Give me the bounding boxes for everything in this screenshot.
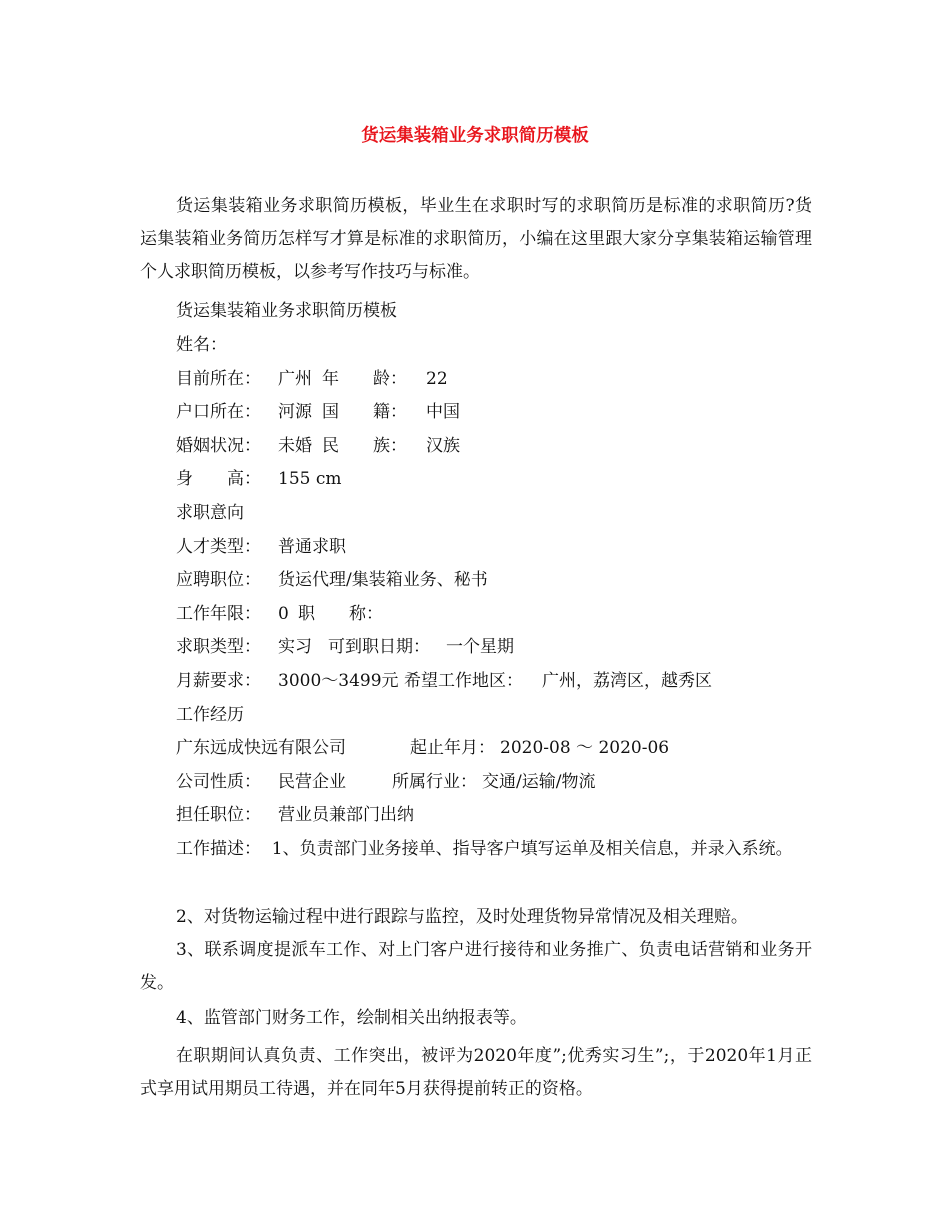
age-value: 22 xyxy=(426,369,448,389)
company-name: 广东远成快远有限公司 xyxy=(176,738,346,758)
position-label: 应聘职位： xyxy=(176,570,261,590)
marital-value: 未婚 xyxy=(278,436,312,456)
jobtype-label: 求职类型： xyxy=(176,637,261,657)
age-label: 年 龄： xyxy=(322,369,407,389)
area-value: 广州，荔湾区，越秀区 xyxy=(542,671,712,691)
resume-subtitle: 货运集装箱业务求职简历模板 xyxy=(176,301,397,321)
work-description-5: 在职期间认真负责、工作突出，被评为2020年度”;优秀实习生”;，于2020年1月正式享用试用期员工待遇，并在同年5月获得提前转正的资格。 xyxy=(140,1046,812,1099)
years-value: 0 xyxy=(278,604,289,624)
talent-label: 人才类型： xyxy=(176,537,261,557)
ethnicity-value: 汉族 xyxy=(426,436,460,456)
job-title-label: 职 称： xyxy=(298,604,383,624)
nature-value: 民营企业 xyxy=(278,772,346,792)
years-label: 工作年限： xyxy=(176,604,261,624)
intent-heading: 求职意向 xyxy=(176,503,244,523)
nationality-value: 中国 xyxy=(426,402,460,422)
area-label: 希望工作地区： xyxy=(404,671,523,691)
height-label: 身 高： xyxy=(176,469,261,489)
nature-label: 公司性质： xyxy=(176,772,261,792)
work-description-2: 2、对货物运输过程中进行跟踪与监控，及时处理货物异常情况及相关理赔。 xyxy=(176,907,748,927)
document-title: 货运集装箱业务求职简历模板 xyxy=(361,126,589,146)
location-label: 目前所在： xyxy=(176,369,261,389)
role-value: 营业员兼部门出纳 xyxy=(278,805,414,825)
hukou-value: 河源 xyxy=(278,402,312,422)
jobtype-value: 实习 xyxy=(278,637,312,657)
location-value: 广州 xyxy=(278,369,312,389)
period-value: 2020-08 ～ 2020-06 xyxy=(500,738,670,758)
experience-heading: 工作经历 xyxy=(176,705,244,725)
intro-paragraph: 货运集装箱业务求职简历模板，毕业生在求职时写的求职简历是标准的求职简历?货运集装箱业务简历怎样写才算是标准的求职简历，小编在这里跟大家分享集装箱运输管理个人求职简历模板，以参考写作技巧与标准。 xyxy=(140,196,812,282)
salary-label: 月薪要求： xyxy=(176,671,261,691)
nationality-label: 国 籍： xyxy=(322,402,407,422)
position-value: 货运代理/集装箱业务、秘书 xyxy=(278,570,488,590)
marital-label: 婚姻状况： xyxy=(176,436,261,456)
name-label: 姓名： xyxy=(176,335,227,355)
ethnicity-label: 民 族： xyxy=(322,436,407,456)
hukou-label: 户口所在： xyxy=(176,402,261,422)
role-label: 担任职位： xyxy=(176,805,261,825)
availability-label: 可到职日期： xyxy=(328,637,430,657)
work-description-4: 4、监管部门财务工作，绘制相关出纳报表等。 xyxy=(176,1008,527,1028)
period-label: 起止年月： xyxy=(410,738,495,758)
industry-label: 所属行业： xyxy=(392,772,477,792)
height-value: 155 cm xyxy=(278,469,342,489)
industry-value: 交通/运输/物流 xyxy=(482,772,596,792)
availability-value: 一个星期 xyxy=(446,637,514,657)
work-description-3: 3、联系调度提派车工作、对上门客户进行接待和业务推广、负责电话营销和业务开发。 xyxy=(140,940,812,993)
work-description-1: 工作描述： 1、负责部门业务接单、指导客户填写运单及相关信息，并录入系统。 xyxy=(176,839,793,859)
salary-value: 3000～3499元 xyxy=(278,671,399,691)
talent-value: 普通求职 xyxy=(278,537,346,557)
